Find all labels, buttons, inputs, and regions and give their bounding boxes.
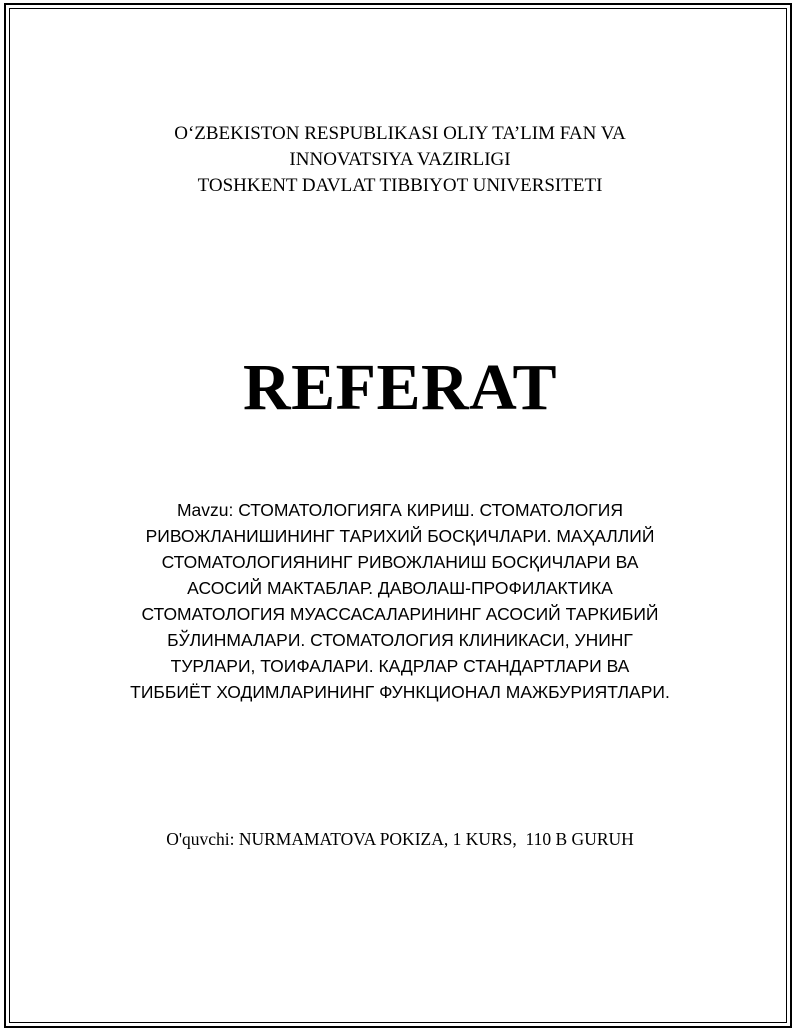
topic-line: БЎЛИНМАЛАРИ. СТОМАТОЛОГИЯ КЛИНИКАСИ, УНИНГ bbox=[167, 630, 633, 650]
institution-header bbox=[0, 121, 800, 199]
header-line-university: TOSHKENT DAVLAT TIBBIYOT UNIVERSITETI bbox=[197, 175, 603, 196]
topic-line: АСОСИЙ МАКТАБЛАР. ДАВОЛАШ-ПРОФИЛАКТИКА bbox=[187, 578, 613, 598]
topic-line: РИВОЖЛАНИШИНИНГ ТАРИХИЙ БОСҚИЧЛАРИ. МАҲАЛЛИЙ bbox=[145, 526, 655, 546]
topic-line: СТОМАТОЛОГИЯНИНГ РИВОЖЛАНИШ БОСҚИЧЛАРИ ВА bbox=[161, 552, 639, 572]
student-info: O'quvchi: NURMAMATOVA POKIZA, 1 KURS, 110 B GURUH bbox=[166, 829, 634, 849]
document-title: REFERAT bbox=[243, 351, 557, 424]
header-line-ministry: O‘ZBEKISTON RESPUBLIKASI OLIY TA’LIM FAN VA bbox=[174, 123, 626, 144]
topic-line: Mavzu: СТОМАТОЛОГИЯГА КИРИШ. СТОМАТОЛОГИЯ bbox=[176, 500, 624, 520]
header-line-ministry-continued: INNOVATSIYA VAZIRLIGI bbox=[289, 149, 511, 170]
topic-line: СТОМАТОЛОГИЯ МУАССАСАЛАРИНИНГ АСОСИЙ ТАРКИБИЙ bbox=[141, 604, 659, 624]
topic-line: ТУРЛАРИ, ТОИФАЛАРИ. КАДРЛАР СТАНДАРТЛАРИ ВА bbox=[170, 656, 630, 676]
topic-line: ТИББИЁТ ХОДИМЛАРИНИНГ ФУНКЦИОНАЛ МАЖБУРИЯТЛАРИ. bbox=[130, 682, 670, 702]
topic-block bbox=[100, 497, 700, 705]
